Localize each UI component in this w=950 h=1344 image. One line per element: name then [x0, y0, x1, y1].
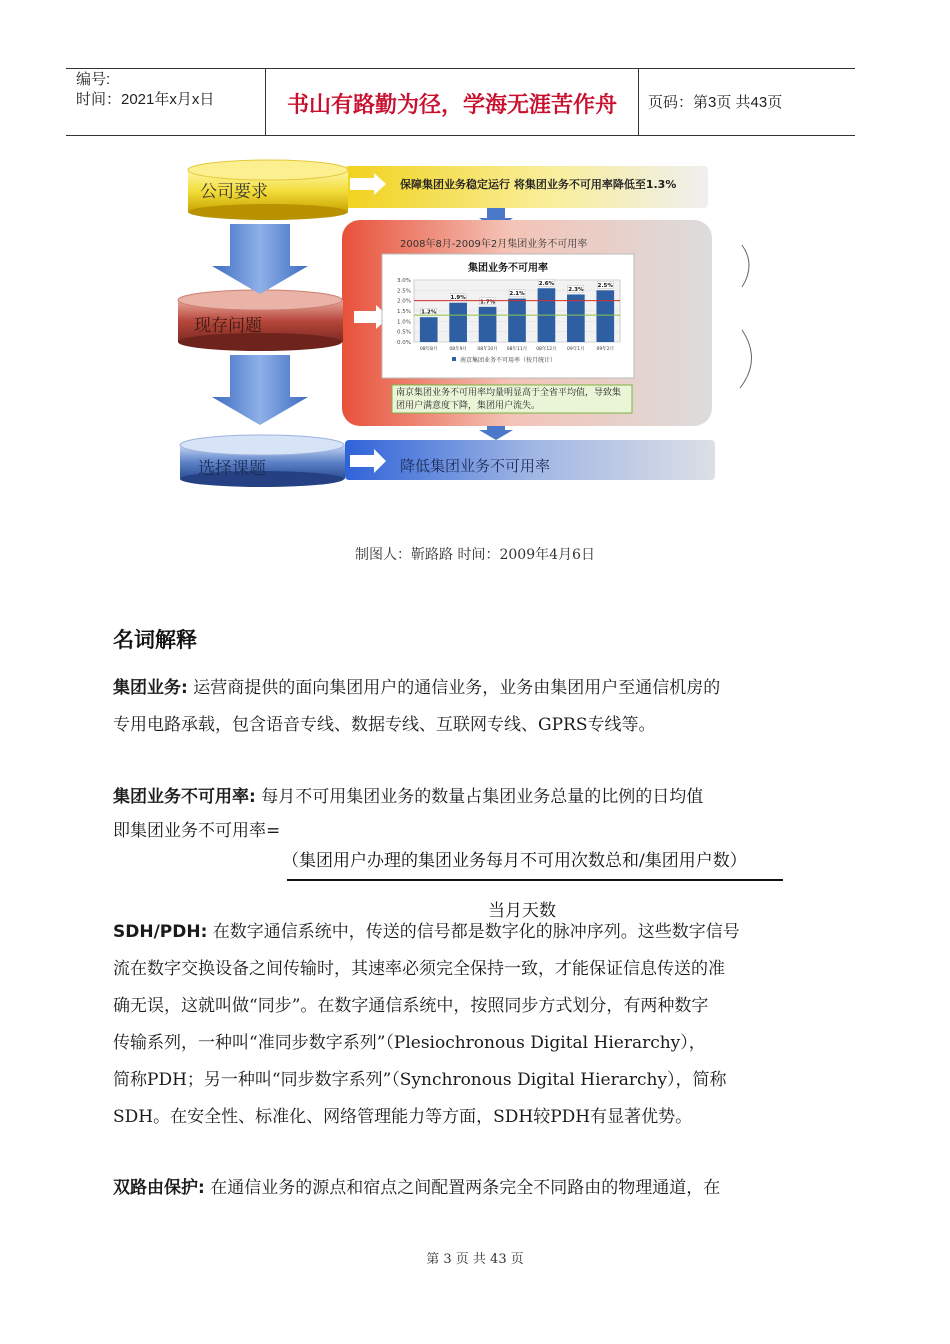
header-rule-bottom — [66, 135, 855, 136]
x-tick-label: 08年8月 — [419, 347, 438, 352]
y-tick-label: 2.5% — [397, 288, 411, 295]
term-text: 简称PDH；另一种叫“同步数字系列”（Synchronous Digital Hierarchy），简称 — [113, 1070, 727, 1090]
x-tick-label: 08年10月 — [477, 347, 498, 352]
decor-arc-1 — [742, 245, 749, 287]
term-text: 在数字通信系统中，传送的信号都是数字化的脉冲序列。这些数字信号 — [207, 922, 740, 942]
stage-problem-label: 现存问题 — [194, 316, 262, 336]
term-text: 流在数字交换设备之间传输时，其速率必须完全保持一致，才能保证信息传送的准 — [113, 959, 725, 979]
bottom-banner-text: 降低集团业务不可用率 — [400, 457, 551, 475]
bar — [449, 303, 467, 342]
y-tick-label: 3.0% — [397, 278, 411, 284]
top-banner-text: 保障集团业务稳定运行 将集团业务不可用率降低至1.3% — [400, 178, 677, 191]
formula-numerator: （集团用户办理的集团业务每月不可用次数总和/集团用户数） — [282, 851, 747, 871]
term-unavailability-rate — [113, 779, 703, 846]
term-text: 传输系列，一种叫“准同步数字系列”（Plesiochronous Digital Hierarchy）， — [113, 1033, 706, 1053]
legend-swatch — [452, 357, 456, 361]
page-footer: 第 3 页 共 43 页 — [426, 1252, 524, 1267]
term-sdh-pdh — [113, 914, 740, 1136]
formula-bar — [287, 879, 783, 881]
term-text: 每月不可用集团业务的数量占集团业务总量的比例的日均值 — [255, 787, 704, 807]
term-label: 集团业务不可用率: — [113, 787, 256, 807]
note-text: 南京集团业务不可用率均量明显高于全省平均值，导致集团用户满意度下降，集团用户流失。 — [396, 388, 622, 411]
bar-value-label: 2.3% — [568, 286, 584, 293]
term-text: SDH。在安全性、标准化、网络管理能力等方面，SDH较PDH有显著优势。 — [113, 1107, 693, 1127]
term-label: 双路由保护: — [113, 1178, 205, 1198]
term-text: 在通信业务的源点和宿点之间配置两条完全不同路由的物理通道，在 — [204, 1178, 721, 1198]
x-tick-label: 08年11月 — [506, 347, 528, 352]
page-label: 页码：第3页 共43页 — [648, 94, 783, 111]
y-tick-label: 0.5% — [397, 329, 411, 336]
down-arrow-1 — [212, 224, 308, 294]
term-text: 即集团业务不可用率= — [113, 821, 281, 841]
bar — [420, 317, 438, 342]
section-title: 名词解释 — [113, 628, 197, 652]
date-label: 时间：2021年x月x日 — [76, 91, 215, 108]
chart-legend: 南京集团业务不可用率（按月统计） — [460, 357, 557, 364]
header-motto: 书山有路勤为径，学海无涯苦作舟 — [286, 93, 617, 118]
term-label: 集团业务: — [113, 678, 188, 698]
panel-title: 2008年8月-2009年2月集团业务不可用率 — [400, 239, 588, 250]
figure-caption: 制图人：靳路路 时间：2009年4月6日 — [355, 547, 595, 563]
x-tick-label: 08年9月 — [449, 347, 467, 352]
bar-value-label: 1.7% — [479, 299, 496, 306]
y-tick-label: 1.0% — [397, 319, 411, 326]
serial-label: 编号: — [76, 71, 111, 88]
bar-chart — [382, 254, 634, 378]
bar-value-label: 2.1% — [509, 291, 525, 298]
bar-value-label: 1.9% — [450, 295, 466, 302]
decor-arc-2 — [740, 330, 752, 388]
stage-select-label: 选择课题 — [198, 459, 266, 479]
y-tick-label: 1.5% — [397, 309, 411, 315]
chart-title: 集团业务不可用率 — [468, 263, 548, 274]
stage-company-label: 公司要求 — [200, 182, 268, 202]
bar — [596, 290, 614, 342]
term-dual-route — [113, 1170, 720, 1207]
term-group-business — [113, 670, 720, 744]
bar-value-label: 2.5% — [597, 282, 613, 289]
y-tick-label: 2.0% — [397, 298, 411, 305]
x-tick-label: 08年12月 — [536, 347, 557, 352]
formula-denominator: 当月天数 — [488, 901, 556, 921]
y-tick-label: 0.0% — [397, 340, 411, 346]
connector-arrow-bottom — [479, 424, 513, 440]
term-text: 运营商提供的面向集团用户的通信业务，业务由集团用户至通信机房的 — [187, 678, 721, 698]
header-rule-top — [66, 68, 855, 69]
x-tick-label: 09年1月 — [567, 347, 585, 352]
down-arrow-2 — [212, 355, 308, 425]
bar-value-label: 2.6% — [538, 280, 555, 287]
header-divider-2 — [638, 68, 639, 136]
x-tick-label: 09年2月 — [596, 347, 615, 352]
bar — [479, 307, 497, 342]
term-text: 确无误，这就叫做“同步”。在数字通信系统中，按照同步方式划分，有两种数字 — [113, 996, 709, 1016]
term-text: 专用电路承载，包含语音专线、数据专线、互联网专线、GPRS专线等。 — [113, 715, 656, 735]
term-label: SDH/PDH: — [113, 922, 208, 942]
bar — [508, 299, 526, 342]
bar — [567, 294, 585, 342]
bar-value-label: 1.2% — [421, 309, 437, 316]
